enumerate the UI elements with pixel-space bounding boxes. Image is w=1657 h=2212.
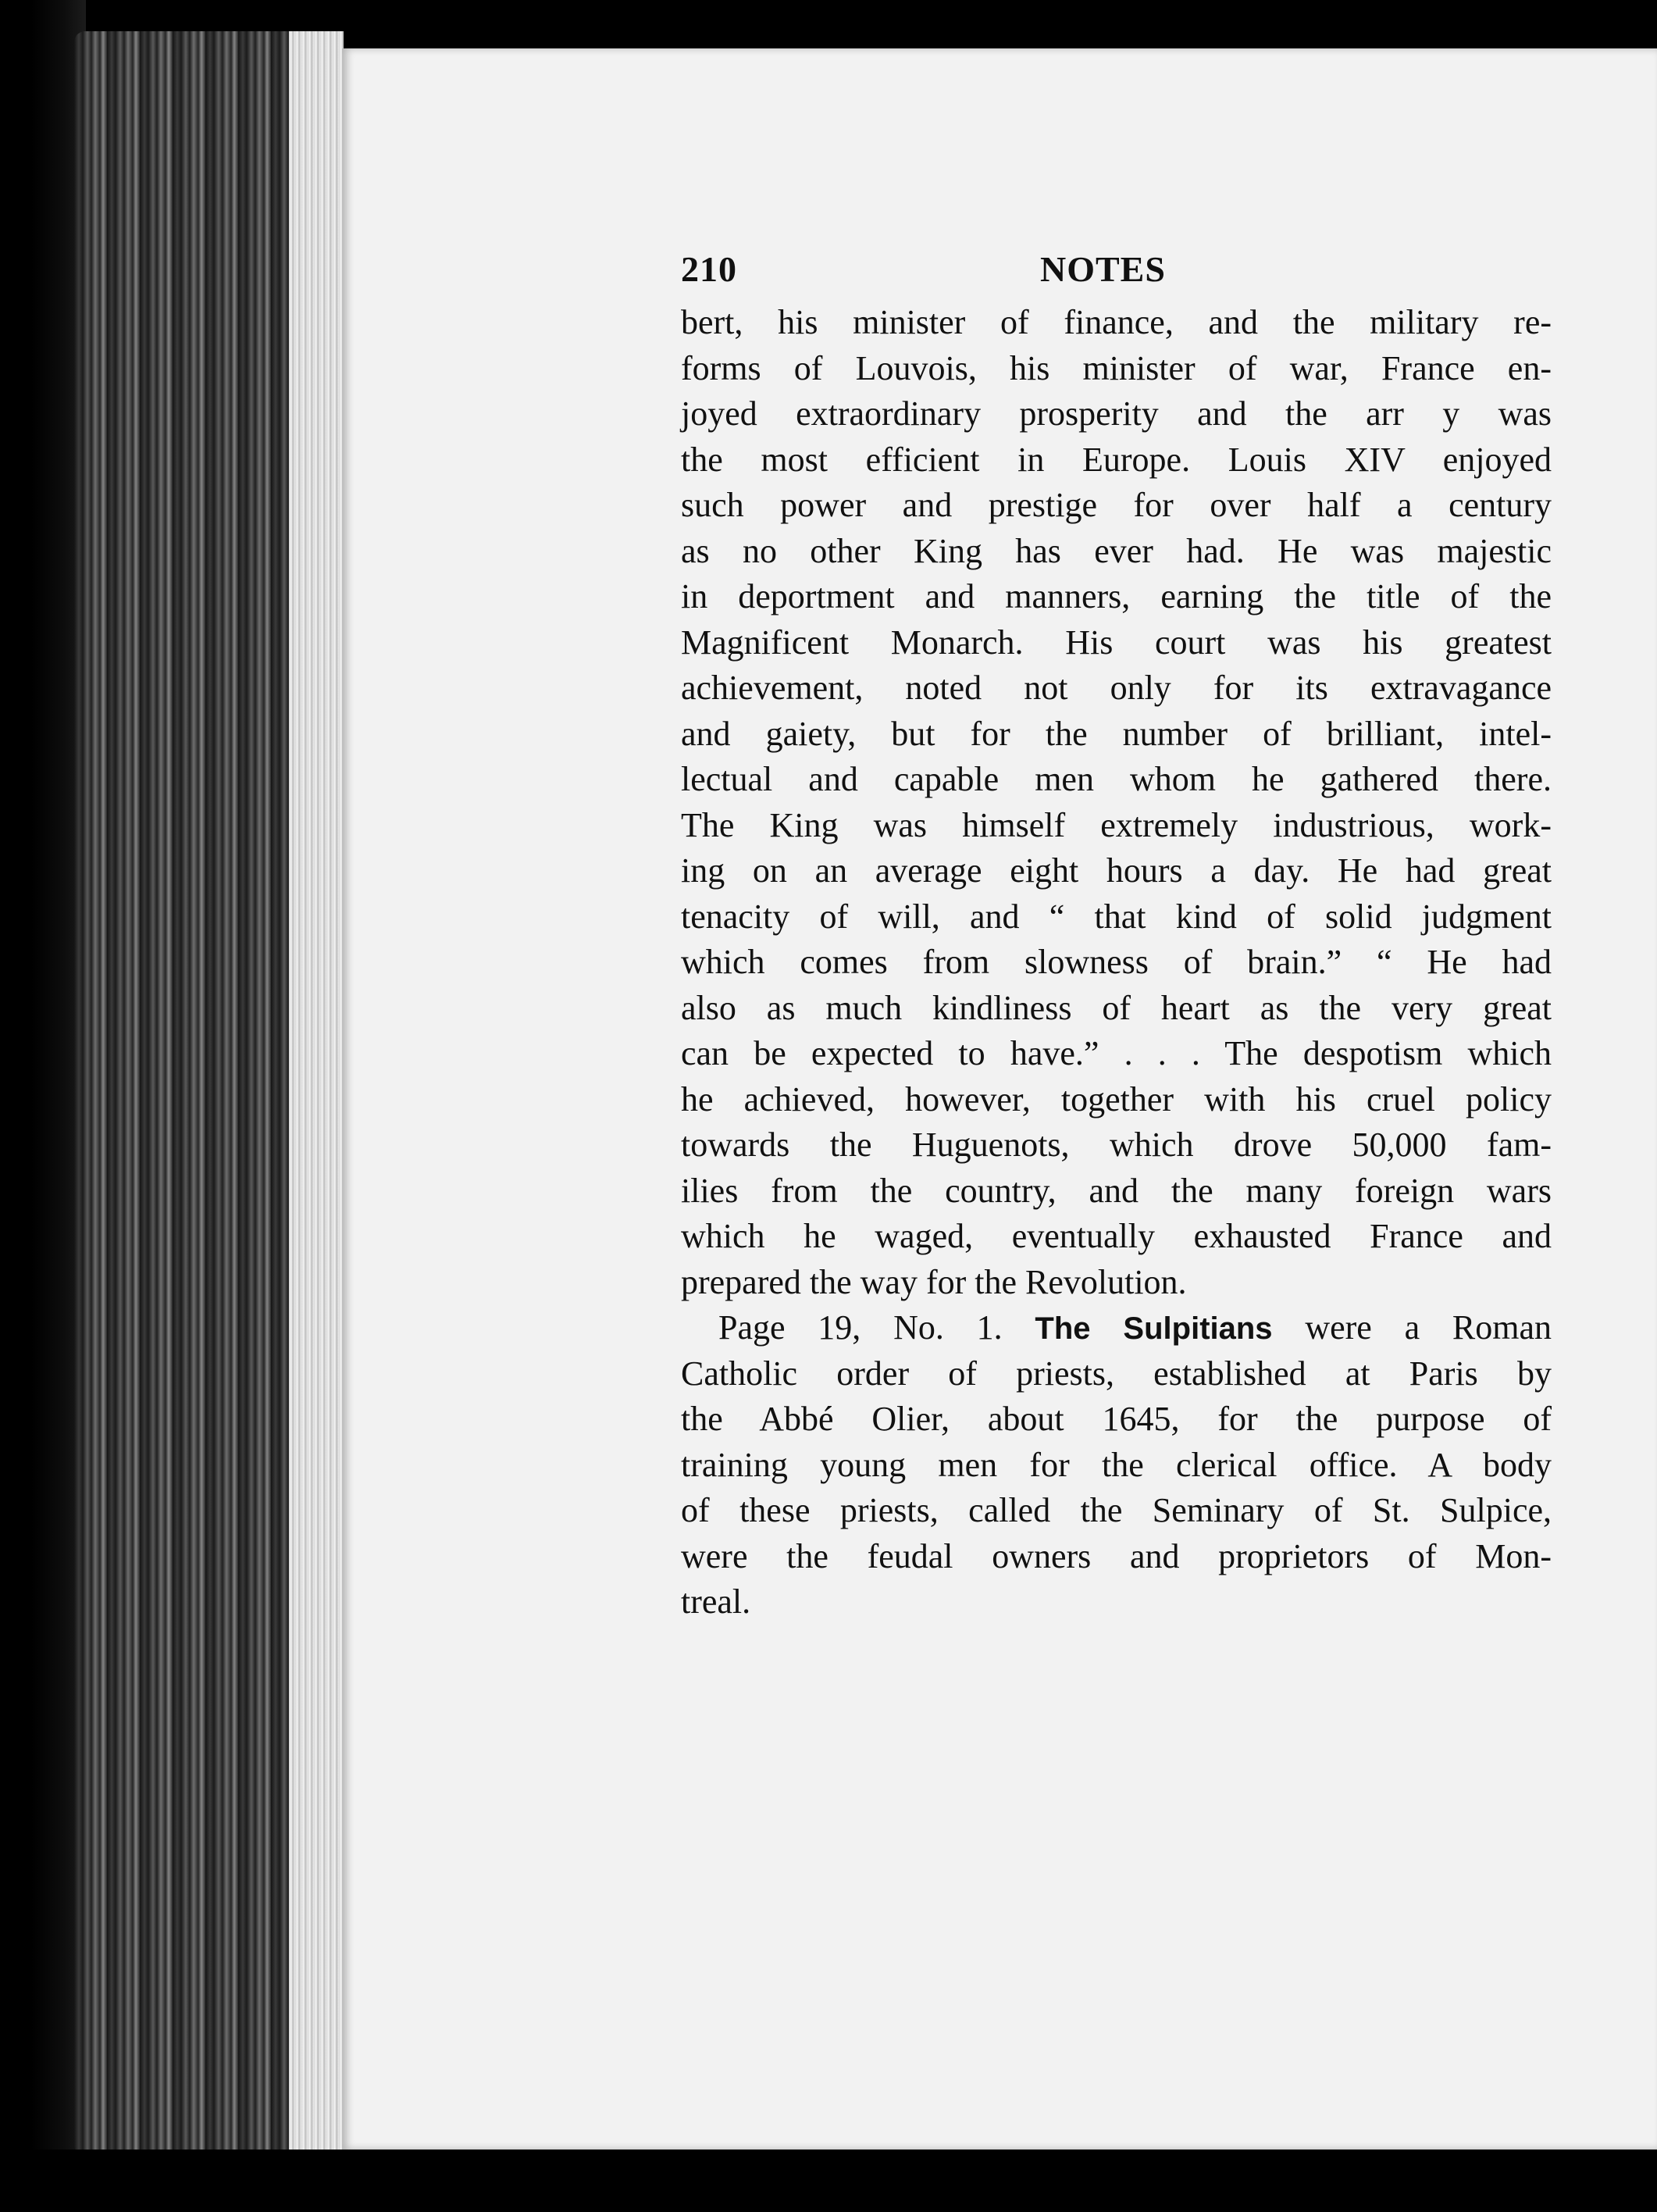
- text-line: bert, his minister of finance, and the military re-: [681, 303, 1552, 341]
- text-line: the Abbé Olier, about 1645, for the purpose of: [681, 1400, 1552, 1438]
- note-term: The Sulpitians: [1035, 1311, 1273, 1346]
- scan-bottom-border: [0, 2150, 1657, 2212]
- text-line: forms of Louvois, his minister of war, France en-: [681, 348, 1552, 387]
- text-line: and gaiety, but for the number of brilliant, intel-: [681, 714, 1552, 753]
- book-page-edges: [74, 31, 344, 2156]
- paragraph-louis-xiv: [681, 300, 1552, 1305]
- note-text: were a Roman: [1305, 1308, 1552, 1347]
- page-number: 210: [681, 249, 737, 289]
- text-line: treal.: [681, 1582, 751, 1621]
- note-reference: Page 19, No. 1.: [718, 1308, 1003, 1347]
- running-head: [681, 248, 1552, 300]
- text-line: ing on an average eight hours a day. He had great: [681, 851, 1552, 890]
- text-line: lectual and capable men whom he gathered there.: [681, 760, 1552, 798]
- text-line: such power and prestige for over half a century: [681, 486, 1552, 524]
- text-line: can be expected to have.” . . . The despotism which: [681, 1034, 1552, 1072]
- text-line: joyed extraordinary prosperity and the arr y was: [681, 394, 1552, 433]
- text-line: also as much kindliness of heart as the very great: [681, 988, 1552, 1027]
- text-line: The King was himself extremely industrious, work-: [681, 805, 1552, 844]
- text-line: which he waged, eventually exhausted France and: [681, 1217, 1552, 1255]
- running-head-title: NOTES: [1040, 249, 1166, 289]
- text-line: towards the Huguenots, which drove 50,000 fam-: [681, 1126, 1552, 1164]
- text-line: achievement, noted not only for its extravagance: [681, 669, 1552, 707]
- text-line: ilies from the country, and the many foreign wars: [681, 1171, 1552, 1210]
- paragraph-sulpitians: [681, 1305, 1552, 1625]
- text-line: training young men for the clerical office. A body: [681, 1445, 1552, 1484]
- text-line: he achieved, however, together with his cruel policy: [681, 1079, 1552, 1118]
- note-first-line: [681, 1305, 1552, 1351]
- text-line: of these priests, called the Seminary of St. Sulpice,: [681, 1491, 1552, 1529]
- text-line: the most efficient in Europe. Louis XIV enjoyed: [681, 440, 1552, 479]
- text-line: which comes from slowness of brain.” “ He had: [681, 943, 1552, 981]
- text-line: were the feudal owners and proprietors of Mon-: [681, 1536, 1552, 1575]
- text-line: as no other King has ever had. He was majestic: [681, 531, 1552, 570]
- page-text: [681, 248, 1552, 1625]
- text-line: tenacity of will, and “ that kind of solid judgment: [681, 897, 1552, 936]
- text-line: in deportment and manners, earning the title of the: [681, 577, 1552, 615]
- text-line: prepared the way for the Revolution.: [681, 1262, 1187, 1301]
- text-line: Magnificent Monarch. His court was his greatest: [681, 623, 1552, 662]
- text-line: Catholic order of priests, established at Paris by: [681, 1354, 1552, 1393]
